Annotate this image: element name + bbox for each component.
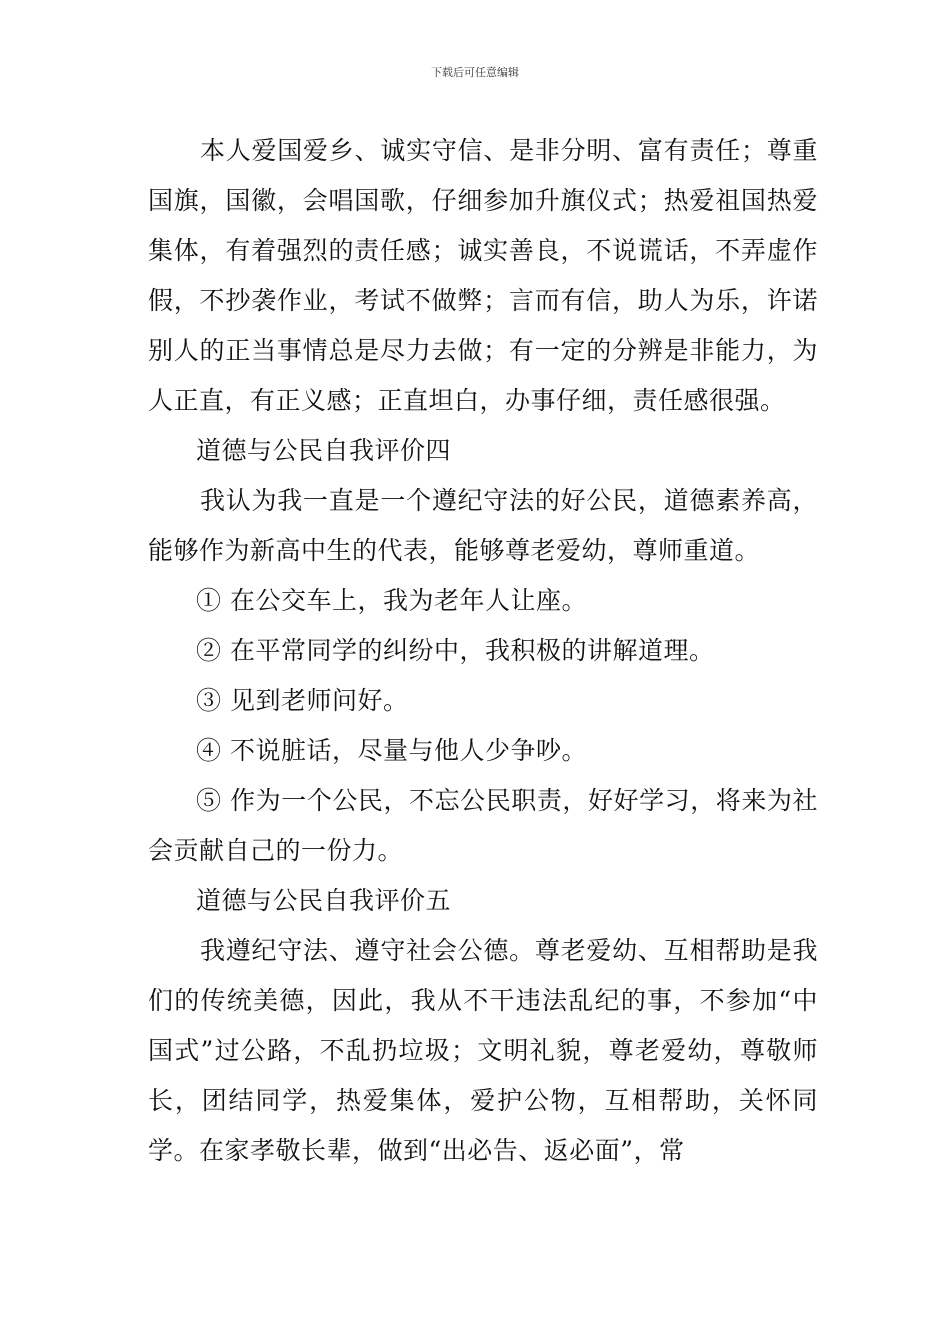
list-item-3: ③ 见到老师问好。	[196, 686, 409, 715]
list-item-5: ⑤ 作为一个公民，不忘公民职责，好好学习，将来为社会贡献自己的一份力。	[148, 786, 818, 865]
list-item-2: ② 在平常同学的纠纷中，我积极的讲解道理。	[196, 636, 715, 665]
paragraph-self-evaluation-3: 本人爱国爱乡、诚实守信、是非分明、富有责任；尊重国旗，国徽，会唱国歌，仔细参加升旗仪式；热爱祖国热爱集体，有着强烈的责任感；诚实善良，不说谎话，不弄虚作假，不抄袭作业，考试不做弊；言而有信，助人为乐，许诺别人的正当事情总是尽力去做；有一定的分辨是非能力，为人正直，有正义感；正直坦白，办事仔细，责任感很强。	[148, 136, 818, 415]
section-4-intro: 我认为我一直是一个遵纪守法的好公民，道德素养高，能够作为新高中生的代表，能够尊老爱幼，尊师重道。	[148, 486, 818, 565]
list-item-4: ④ 不说脏话，尽量与他人少争吵。	[196, 736, 587, 765]
section-title-4: 道德与公民自我评价四	[196, 436, 452, 465]
page-header-note: 下载后可任意编辑	[431, 66, 519, 79]
section-title-5: 道德与公民自我评价五	[196, 886, 452, 915]
list-item-1: ① 在公交车上，我为老年人让座。	[196, 586, 587, 615]
document-body	[148, 126, 818, 1176]
section-5-body: 我遵纪守法、遵守社会公德。尊老爱幼、互相帮助是我们的传统美德，因此，我从不干违法乱纪的事，不参加“中国式”过公路，不乱扔垃圾；文明礼貌，尊老爱幼，尊敬师长，团结同学，热爱集体，爱护公物，互相帮助，关怀同学。在家孝敬长辈，做到“出必告、返必面”，常	[148, 936, 818, 1165]
